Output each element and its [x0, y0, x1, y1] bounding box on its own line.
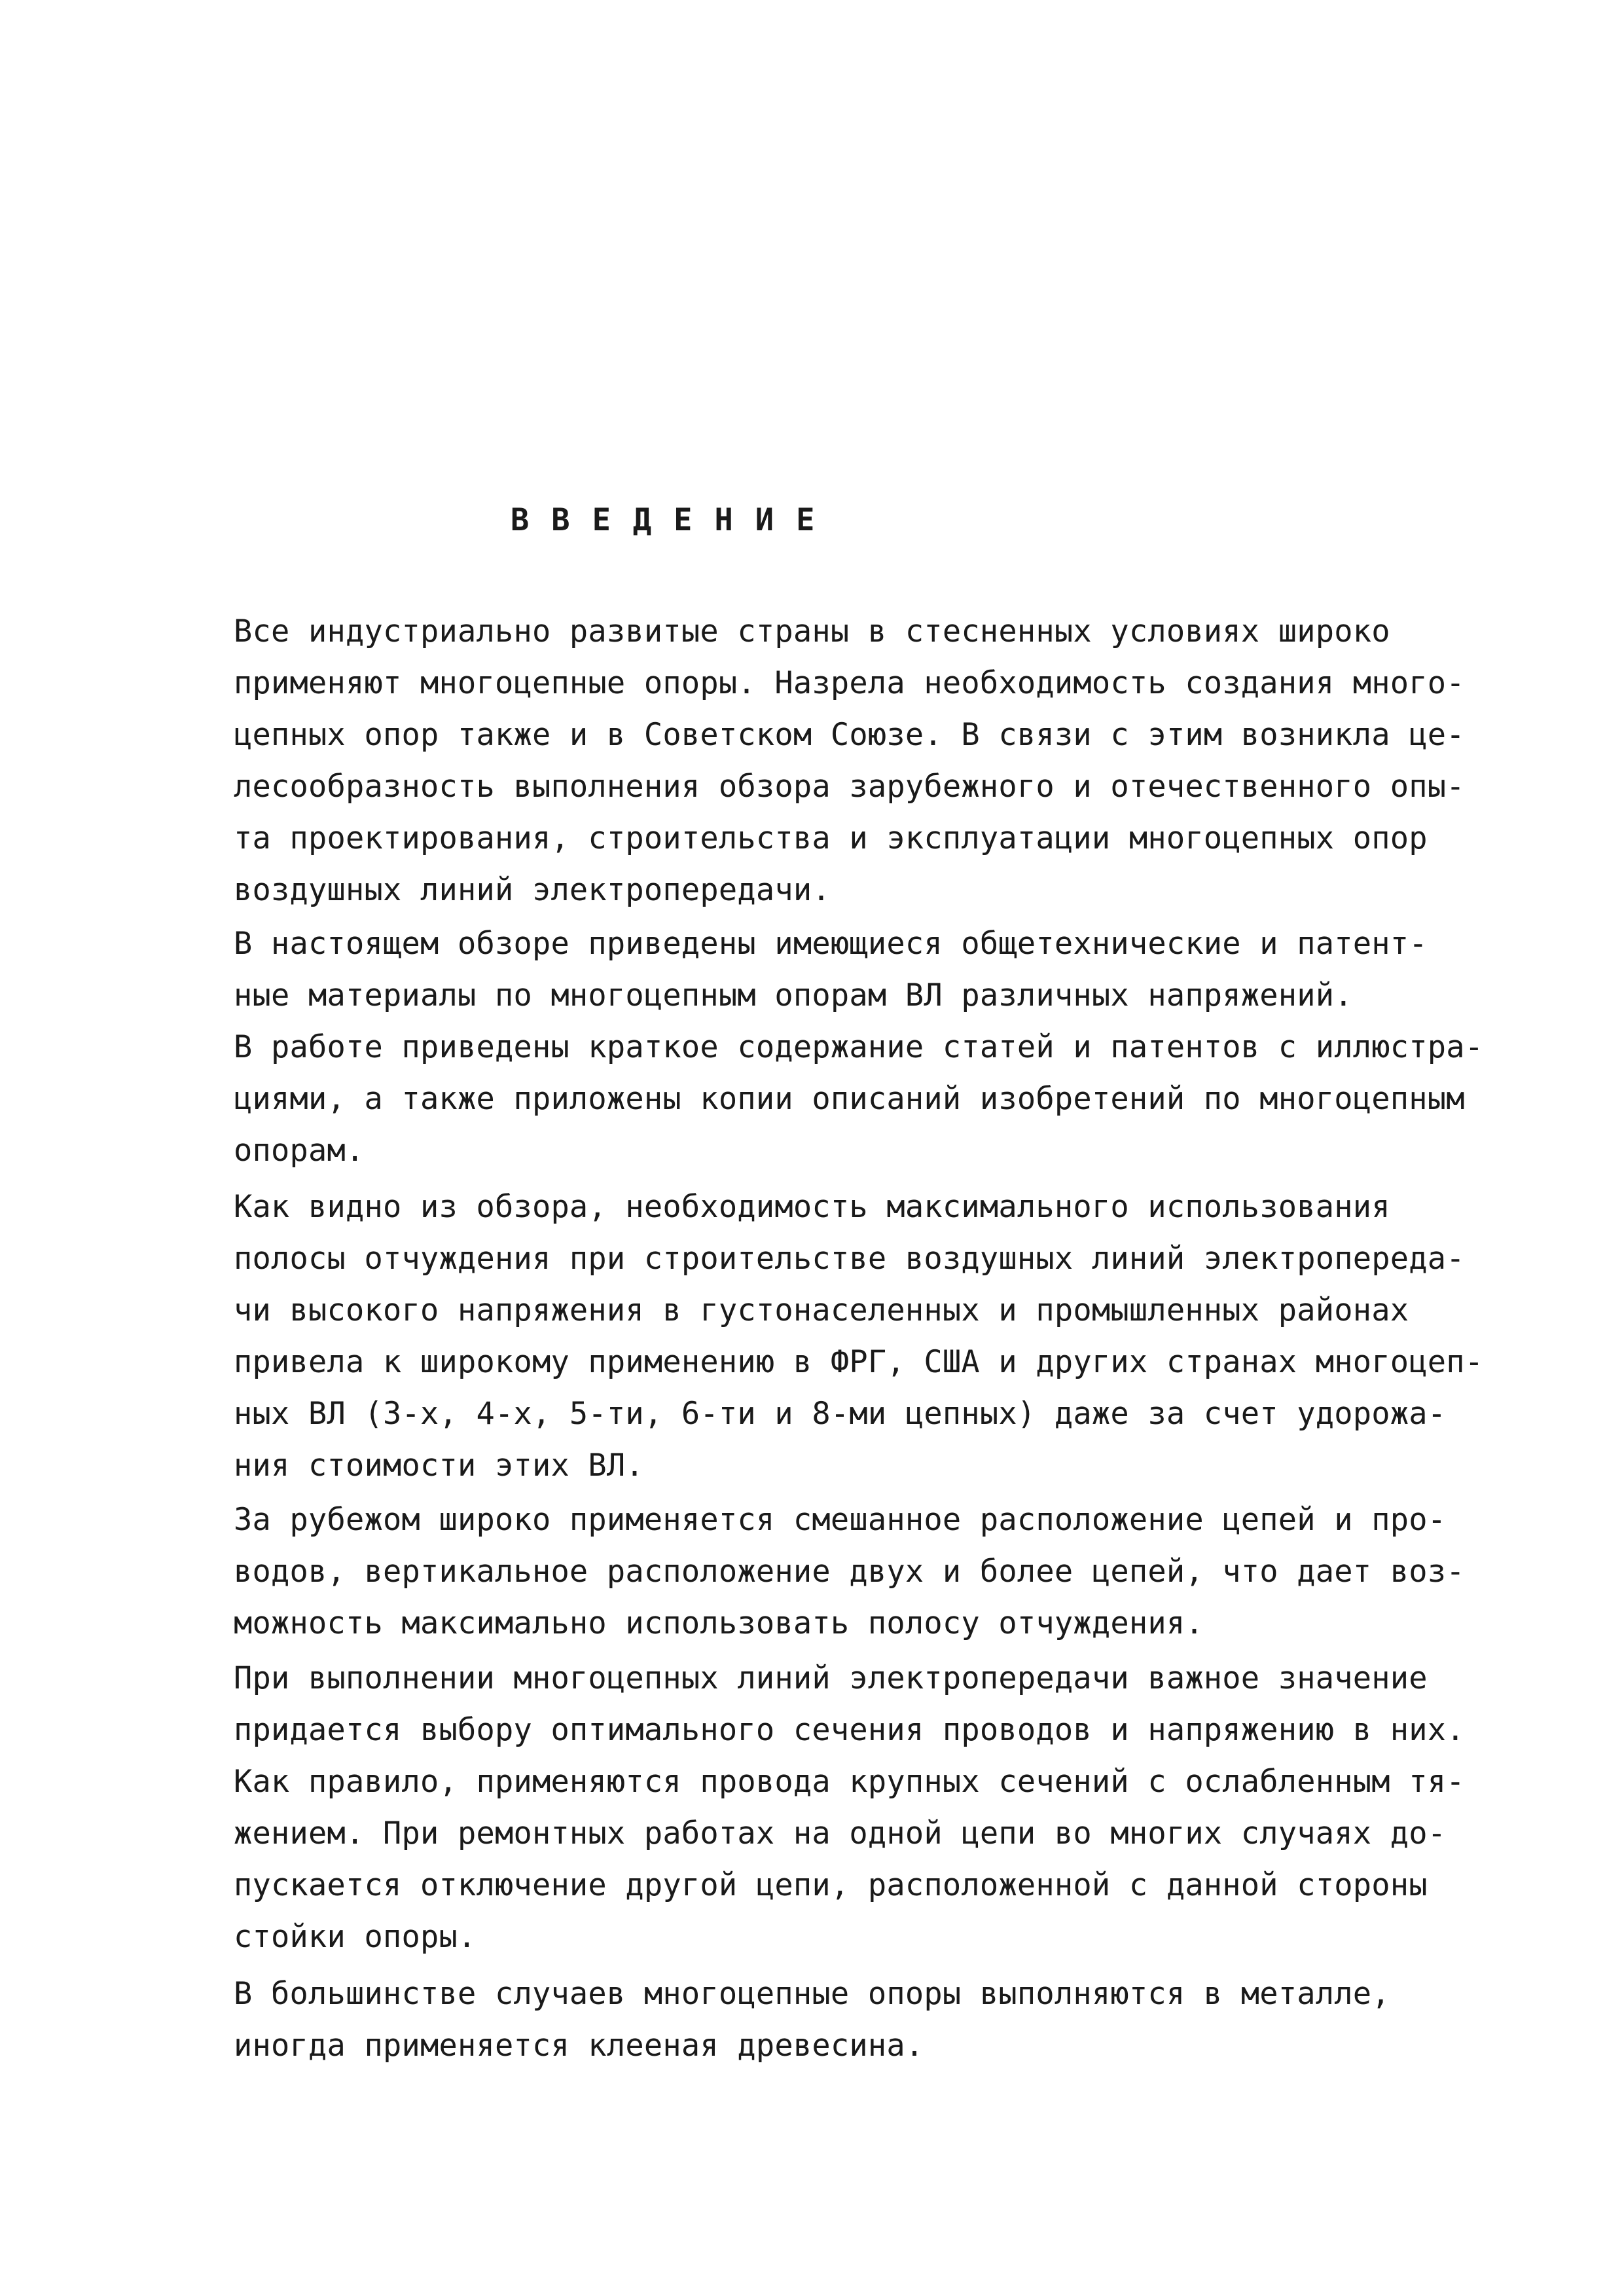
paragraph-4: За рубежом широко применяется смешанное расположение цепей и про- водов, вертикальное расположение двух и более цепей, что дает воз- можность максимально использовать полосу отчуждения.: [234, 1502, 1465, 1641]
document-title: ВВЕДЕНИЕ: [511, 502, 837, 538]
paragraph-6: В большинстве случаев многоцепные опоры выполняются в металле, иногда применяется клееная древесина.: [234, 1976, 1390, 2064]
paragraph-2: В настоящем обзоре приведены имеющиеся общетехнические и патент- ные материалы по многоцепным опорам ВЛ различных напряжений. В работе приведены краткое содержание статей и патентов с иллюстра- циями, а также приложены копии описаний изобретений по многоцепным опорам.: [234, 926, 1484, 1169]
paragraph-3: Как видно из обзора, необходимость максимального использования полосы отчуждения при строительстве воздушных линий электропереда- чи высокого напряжения в густонаселенных и промышленных районах привела к широкому применению в ФРГ, США и других странах многоцеп- ных ВЛ (3-х, 4-х, 5-ти, 6-ти и 8-ми цепных) даже за счет удорожа- ния стоимости этих ВЛ.: [234, 1189, 1484, 1484]
paragraph-1: Все индустриально развитые страны в стесненных условиях широко применяют многоцепные опоры. Назрела необходимость создания много- цепных опор также и в Советском Союзе. В связи с этим возникла це- лесообразность выполнения обзора зарубежного и отечественного опы- та проектирования, строительства и эксплуатации многоцепных опор воздушных линий электропередачи.: [234, 613, 1465, 908]
paragraph-5: При выполнении многоцепных линий электропередачи важное значение придается выбору оптимального сечения проводов и напряжению в них. Как правило, применяются провода крупных сечений с ослабленным тя- жением. При ремонтных работах на одной цепи во многих случаях до- пускается отключение другой цепи, расположенной с данной стороны стойки опоры.: [234, 1660, 1465, 1955]
